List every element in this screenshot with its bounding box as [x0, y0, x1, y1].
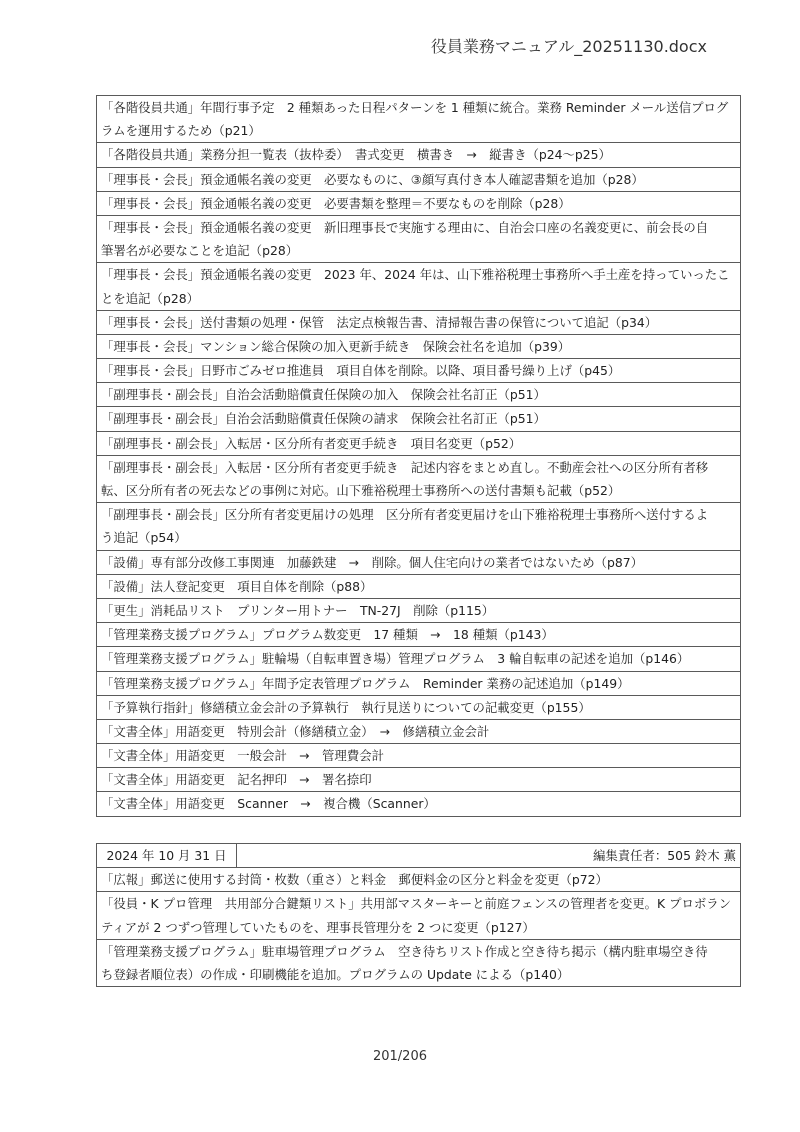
change-row: [96, 720, 741, 744]
change-text-line: 「理事長・会長」マンション総合保険の加入更新手続き 保険会社名を追加（p39）: [101, 338, 571, 354]
change-text-line: 「文書全体」用語変更 記名押印 → 署名捺印: [101, 772, 372, 788]
revision-editor: 編集責任者：505 鈴木 薫: [592, 848, 736, 863]
change-text-line: 「理事長・会長」預金通帳名義の変更 新旧理事長で実施する理由に、自治会口座の名義変更に、前会長の自: [101, 219, 709, 235]
change-text-line: 「各階役員共通」年間行事予定 2 種類あった日程パターンを 1 種類に統合。業務 Reminder メール送信プログ: [101, 100, 729, 115]
change-row: [96, 383, 741, 407]
change-text-line: とを追記（p28）: [101, 290, 199, 306]
change-text-line: ち登録者順位表）の作成・印刷機能を追加。プログラムの Update による（p140）: [101, 966, 570, 982]
change-text-line: 「副理事長・副会長」区分所有者変更届けの処理 区分所有者変更届けを山下雅裕税理士事務所へ送付するよ: [101, 507, 709, 523]
change-text-line: ティアが 2 つずつ管理していたものを、理事長管理分を 2 つに変更（p127）: [101, 919, 535, 935]
change-row: [96, 432, 741, 456]
change-row: [96, 96, 741, 143]
change-row: [96, 940, 741, 987]
change-text-line: 転、区分所有者の死去などの事例に対応。山下雅裕税理士事務所への送付書類も記載（p52）: [101, 483, 621, 498]
page-number: 201/206: [372, 1049, 427, 1064]
change-row: [96, 647, 741, 671]
change-row: [96, 599, 741, 623]
change-text-line: 「広報」郵送に使用する封筒・枚数（重さ）と料金 郵便料金の区分と料金を変更（p72）: [101, 872, 608, 888]
change-row: [96, 503, 741, 550]
revision-header: [96, 844, 741, 868]
change-text-line: 「理事長・会長」預金通帳名義の変更 必要書類を整理＝不要なものを削除（p28）: [101, 195, 571, 211]
change-row: [96, 311, 741, 335]
change-text-line: 「予算執行指針」修繕積立金会計の予算執行 執行見送りについての記載変更（p155）: [101, 699, 591, 715]
change-text-line: 「管理業務支援プログラム」年間予定表管理プログラム Reminder 業務の記述追加（p149）: [101, 675, 630, 691]
change-row: [96, 623, 741, 647]
change-row: [96, 792, 741, 816]
change-row: [96, 335, 741, 359]
change-row: [96, 143, 741, 167]
change-text-line: 「文書全体」用語変更 一般会計 → 管理費会計: [101, 748, 384, 764]
change-row: [96, 672, 741, 696]
change-text-line: 「設備」専有部分改修工事関連 加藤鉄建 → 削除。個人住宅向けの業者ではないため（p87）: [101, 554, 644, 570]
change-text-line: 「管理業務支援プログラム」駐車場管理プログラム 空き待ちリスト作成と空き待ち掲示（構内駐車場空き待: [101, 943, 708, 959]
change-row: [96, 359, 741, 383]
change-text-line: 「文書全体」用語変更 特別会計（修繕積立金） → 修繕積立金会計: [101, 723, 490, 739]
change-text-line: 「設備」法人登記変更 項目自体を削除（p88）: [101, 578, 373, 594]
revision-date: 2024 年 10 月 31 日: [97, 844, 237, 867]
change-text-line: 筆署名が必要なことを追記（p28）: [101, 243, 299, 259]
change-row: [96, 744, 741, 768]
revision-table-previous: [96, 843, 741, 987]
change-text-line: 「副理事長・副会長」入転居・区分所有者変更手続き 記述内容をまとめ直し。不動産会社への区分所有者移: [101, 459, 709, 475]
change-text-line: 「各階役員共通」業務分担一覧表（抜枠委） 書式変更 横書き → 縦書き（p24〜p25）: [101, 147, 611, 163]
change-row: [96, 216, 741, 263]
change-row: [96, 892, 741, 939]
change-text-line: 「理事長・会長」日野市ごみゼロ推進員 項目自体を削除。以降、項目番号繰り上げ（p45）: [101, 363, 621, 379]
change-text-line: 「更生」消耗品リスト プリンター用トナー TN-27J 削除（p115）: [101, 602, 495, 618]
change-row: [96, 456, 741, 503]
change-row: [96, 551, 741, 575]
change-row: [96, 868, 741, 892]
change-text-line: 「副理事長・副会長」自治会活動賠償責任保険の加入 保険会社名訂正（p51）: [101, 387, 546, 403]
document-filename: 役員業務マニュアル_20251130.docx: [430, 37, 707, 56]
revision-table-current: [96, 95, 741, 817]
change-text-line: 「文書全体」用語変更 Scanner → 複合機（Scanner）: [101, 796, 436, 812]
change-text-line: ラムを運用するため（p21）: [101, 123, 261, 139]
change-text-line: う追記（p54）: [101, 530, 187, 546]
change-text-line: 「副理事長・副会長」入転居・区分所有者変更手続き 項目名変更（p52）: [101, 435, 522, 451]
change-row: [96, 407, 741, 431]
change-row: [96, 168, 741, 192]
change-row: [96, 696, 741, 720]
change-text-line: 「管理業務支援プログラム」駐輪場（自転車置き場）管理プログラム 3 輪自転車の記述を追加（p146）: [101, 651, 690, 667]
change-text-line: 「副理事長・副会長」自治会活動賠償責任保険の請求 保険会社名訂正（p51）: [101, 411, 546, 427]
change-text-line: 「理事長・会長」送付書類の処理・保管 法定点検報告書、清掃報告書の保管について追記（p34）: [101, 314, 658, 330]
change-text-line: 「役員・K プロ管理 共用部分合鍵類リスト」共用部マスターキーと前庭フェンスの管理者を変更。K プロボラン: [101, 896, 732, 912]
change-row: [96, 192, 741, 216]
change-text-line: 「管理業務支援プログラム」プログラム数変更 17 種類 → 18 種類（p143）: [101, 627, 554, 643]
change-row: [96, 768, 741, 792]
change-text-line: 「理事長・会長」預金通帳名義の変更 2023 年、2024 年は、山下雅裕税理士事務所へ手土産を持っていったこ: [101, 267, 730, 283]
change-text-line: 「理事長・会長」預金通帳名義の変更 必要なものに、③顔写真付き本人確認書類を追加（p28）: [101, 171, 644, 187]
change-row: [96, 263, 741, 310]
change-row: [96, 575, 741, 599]
